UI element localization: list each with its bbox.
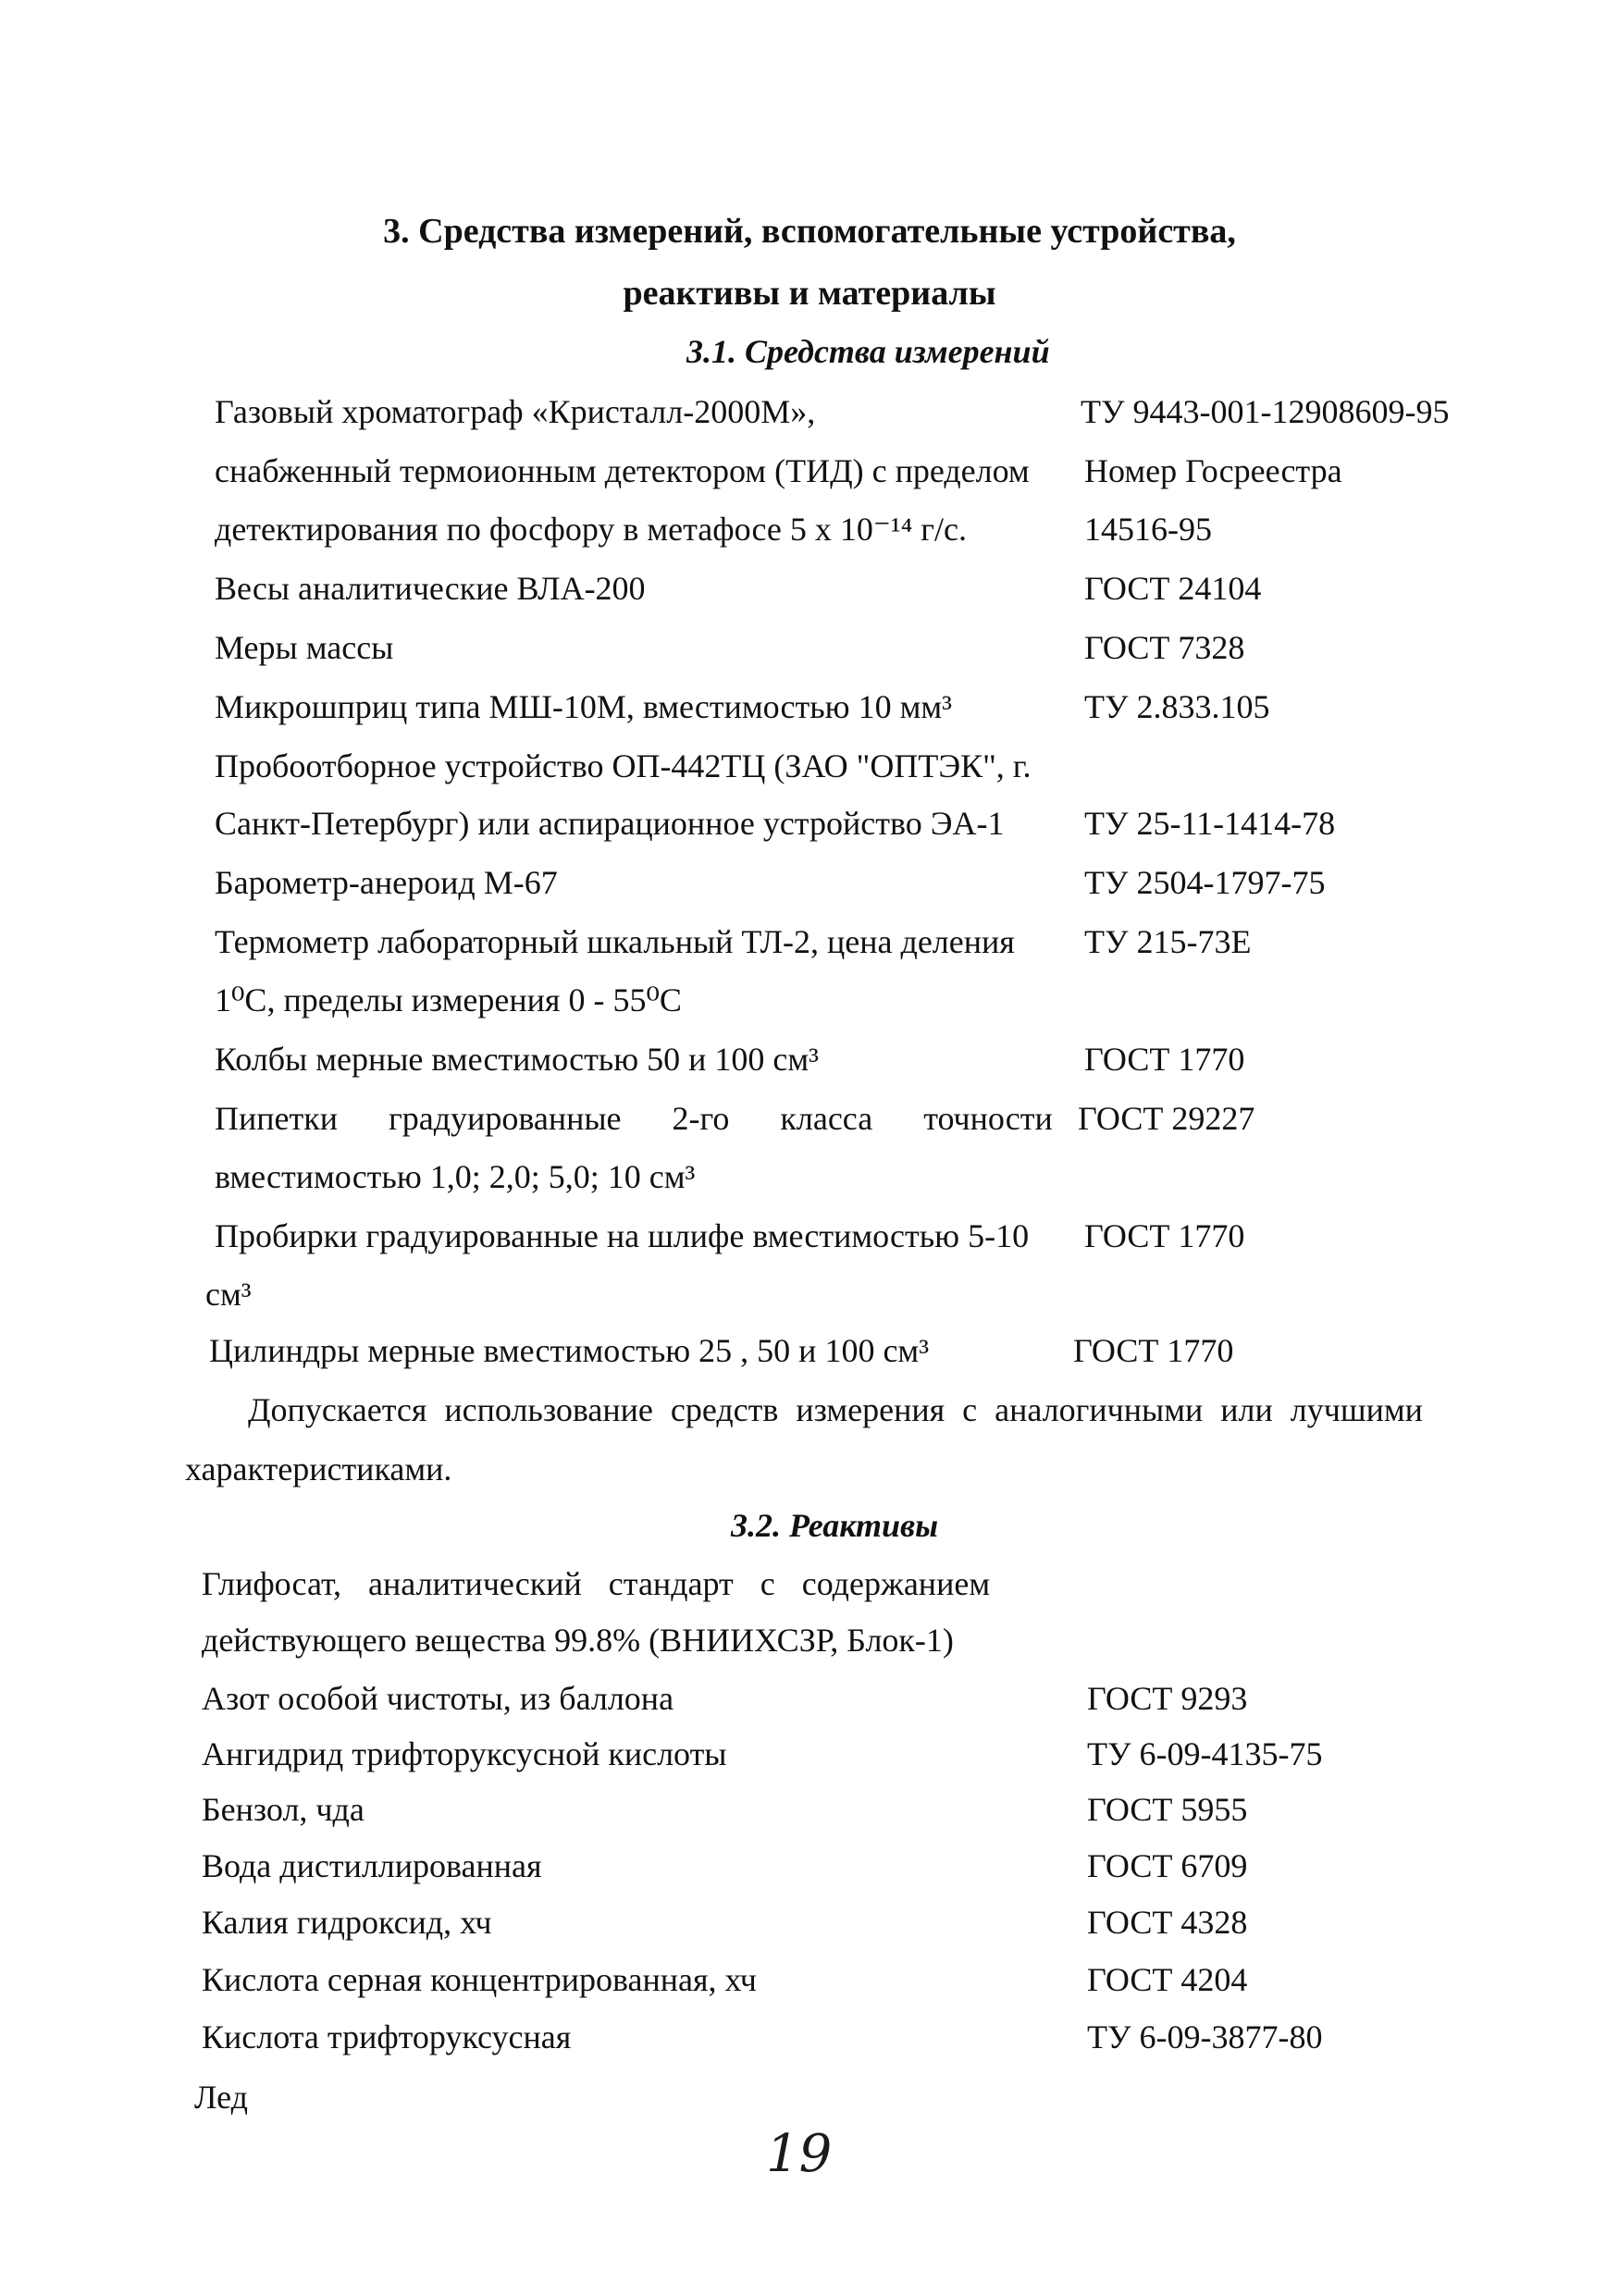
reagent-row-2-name: действующего вещества 99.8% (ВНИИХСЗР, Блок-1) xyxy=(202,1622,954,1659)
section-title-line-2: реактивы и материалы xyxy=(623,274,996,313)
instrument-row-7-name: Пробоотборное устройство ОП-442ТЦ (ЗАО "ОПТЭК", г. xyxy=(215,747,1032,784)
instrument-row-10-standard: ТУ 215-73Е xyxy=(1084,923,1252,960)
instrument-row-4-name: Весы аналитические ВЛА-200 xyxy=(215,570,646,607)
instrument-row-3-name: детектирования по фосфору в метафосе 5 х 10⁻¹⁴ г/с. xyxy=(215,511,967,548)
reagent-row-1-name: Глифосат, аналитический стандарт с содержанием xyxy=(202,1565,991,1602)
instrument-row-12-name: Колбы мерные вместимостью 50 и 100 см³ xyxy=(215,1041,819,1078)
page-number: 19 xyxy=(766,2124,833,2184)
instrument-row-4-standard: ГОСТ 24104 xyxy=(1084,570,1262,607)
reagents-subtitle: 3.2. Реактивы xyxy=(731,1507,939,1544)
reagent-row-5-standard: ГОСТ 5955 xyxy=(1087,1791,1248,1828)
instrument-row-8-name: Санкт-Петербург) или аспирационное устройство ЭА-1 xyxy=(215,805,1005,842)
instrument-row-13-text: Пипетки градуированные 2-го класса точности xyxy=(215,1100,1053,1137)
instrument-row-2-standard: Номер Госреестра xyxy=(1084,452,1342,489)
instrument-row-5-standard: ГОСТ 7328 xyxy=(1084,629,1245,666)
instrument-row-12-standard: ГОСТ 1770 xyxy=(1084,1041,1245,1078)
instrument-row-8-standard: ТУ 25-11-1414-78 xyxy=(1084,805,1336,842)
reagent-row-3-standard: ГОСТ 9293 xyxy=(1087,1680,1248,1717)
instrument-row-3-standard: 14516-95 xyxy=(1084,511,1212,548)
instruments-subtitle: 3.1. Средства измерений xyxy=(686,333,1050,370)
instrument-row-17-name: Цилиндры мерные вместимостью 25 , 50 и 100 см³ xyxy=(209,1332,929,1369)
reagent-row-9-standard: ТУ 6-09-3877-80 xyxy=(1087,2018,1323,2055)
reagent-row-8-name: Кислота серная концентрированная, хч xyxy=(202,1961,757,1998)
reagent-row-4-name: Ангидрид трифторуксусной кислоты xyxy=(202,1735,727,1772)
instrument-row-9-standard: ТУ 2504-1797-75 xyxy=(1084,864,1326,901)
reagent-row-6-name: Вода дистиллированная xyxy=(202,1847,542,1884)
instrument-row-1-name: Газовый хроматограф «Кристалл-2000М», xyxy=(215,393,816,430)
section-title-line-1: 3. Средства измерений, вспомогательные устройства, xyxy=(383,212,1236,251)
reagent-row-4-standard: ТУ 6-09-4135-75 xyxy=(1087,1735,1323,1772)
reagent-row-8-standard: ГОСТ 4204 xyxy=(1087,1961,1248,1998)
reagent-row-10-name: Лед xyxy=(194,2079,248,2116)
instrument-row-2-name: снабженный термоионным детектором (ТИД) с пределом xyxy=(215,452,1030,489)
instrument-row-17-standard: ГОСТ 1770 xyxy=(1073,1332,1234,1369)
reagent-row-3-name: Азот особой чистоты, из баллона xyxy=(202,1680,674,1717)
note-line-2: характеристиками. xyxy=(185,1450,452,1487)
reagent-row-9-name: Кислота трифторуксусная xyxy=(202,2018,572,2055)
reagent-row-6-standard: ГОСТ 6709 xyxy=(1087,1847,1248,1884)
instrument-row-11-name: 1⁰С, пределы измерения 0 - 55⁰С xyxy=(215,981,682,1018)
reagent-row-5-name: Бензол, чда xyxy=(202,1791,365,1828)
instrument-row-13-standard: ГОСТ 29227 xyxy=(1078,1100,1255,1137)
instrument-row-15-name: Пробирки градуированные на шлифе вместимостью 5-10 xyxy=(215,1217,1030,1254)
instrument-row-1-standard: ТУ 9443-001-12908609-95 xyxy=(1081,393,1450,430)
reagent-row-7-standard: ГОСТ 4328 xyxy=(1087,1904,1248,1941)
instrument-row-9-name: Барометр-анероид М-67 xyxy=(215,864,558,901)
instrument-row-13-justified xyxy=(215,1098,1053,1139)
instrument-row-5-name: Меры массы xyxy=(215,629,394,666)
note-line-1: Допускается использование средств измерения с аналогичными или лучшими xyxy=(248,1391,1423,1428)
instrument-row-16-name: см³ xyxy=(205,1276,252,1313)
instrument-row-15-standard: ГОСТ 1770 xyxy=(1084,1217,1245,1254)
instrument-row-10-name: Термометр лабораторный шкальный ТЛ-2, цена деления xyxy=(215,923,1015,960)
instrument-row-6-standard: ТУ 2.833.105 xyxy=(1084,688,1270,725)
instrument-row-13-name xyxy=(215,1098,1053,1139)
instrument-row-6-name: Микрошприц типа МШ-10М, вместимостью 10 мм³ xyxy=(215,688,952,725)
instrument-row-14-name: вместимостью 1,0; 2,0; 5,0; 10 см³ xyxy=(215,1158,696,1195)
reagent-row-7-name: Калия гидроксид, хч xyxy=(202,1904,492,1941)
